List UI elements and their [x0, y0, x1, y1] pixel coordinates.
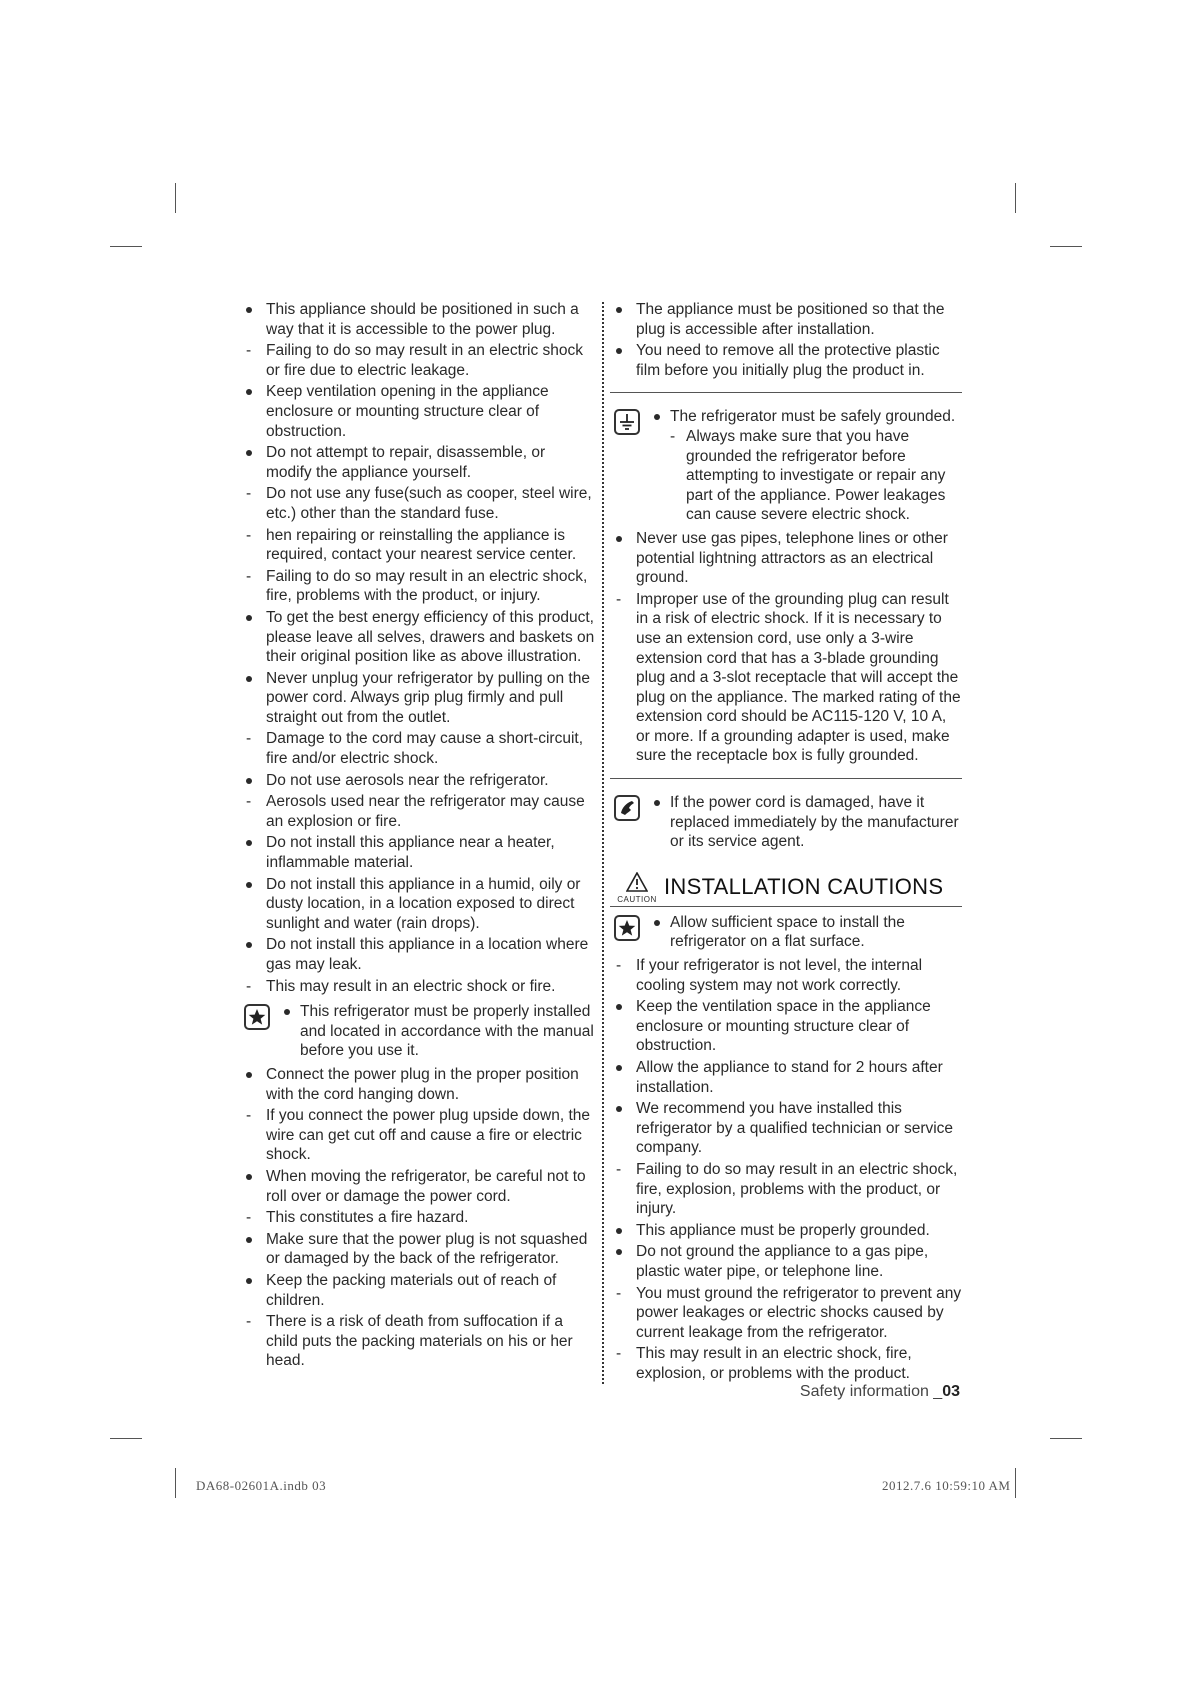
dash-item: - If your refrigerator is not level, the internal cooling system may not work correctly. — [610, 956, 962, 995]
bullet-item: Never unplug your refrigerator by pulling on the power cord. Always grip plug firmly and pull straight out from the outlet. — [240, 669, 595, 728]
bullet-item: Connect the power plug in the proper position with the cord hanging down. — [240, 1065, 595, 1104]
dash-item: - This may result in an electric shock or fire. — [240, 977, 595, 997]
star-icon — [244, 1004, 270, 1030]
bullet-item: Keep ventilation opening in the appliance enclosure or mounting structure clear of obstruction. — [240, 382, 595, 441]
bullet-item: This appliance must be properly grounded. — [610, 1221, 962, 1241]
crop-mark — [110, 1438, 142, 1439]
crop-mark — [1015, 1468, 1016, 1498]
section-rule — [610, 392, 962, 393]
note-block — [240, 1002, 595, 1061]
slug-timestamp: 2012.7.6 10:59:10 AM — [882, 1478, 1011, 1493]
bullet-item: Do not attempt to repair, disassemble, or modify the appliance yourself. — [240, 443, 595, 482]
bullet-item: Make sure that the power plug is not squashed or damaged by the back of the refrigerator. — [240, 1230, 595, 1269]
dash-item: - Failing to do so may result in an electric shock, fire, explosion, problems with the product, or injury. — [610, 1160, 962, 1219]
bullet-item: Keep the ventilation space in the appliance enclosure or mounting structure clear of obstruction. — [610, 997, 962, 1056]
note-block — [610, 407, 962, 525]
crop-mark — [1050, 1438, 1082, 1439]
bullet-item: Never use gas pipes, telephone lines or other potential lightning attractors as an electrical ground. — [610, 529, 962, 588]
page-number: 03 — [942, 1383, 960, 1400]
note-bullet: This refrigerator must be properly installed and located in accordance with the manual before you use it. — [300, 1003, 594, 1060]
bullet-item: Do not use aerosols near the refrigerator. — [240, 771, 595, 791]
section-rule — [610, 778, 962, 779]
dash-item: - If you connect the power plug upside down, the wire can get cut off and cause a fire or electric shock. — [240, 1106, 595, 1165]
star-icon — [614, 915, 640, 941]
crop-mark — [1050, 246, 1082, 247]
bullet-item: Do not ground the appliance to a gas pipe, plastic water pipe, or telephone line. — [610, 1242, 962, 1281]
bullet-item: Keep the packing materials out of reach of children. — [240, 1271, 595, 1310]
crop-mark — [175, 183, 176, 213]
dash-item: - Improper use of the grounding plug can result in a risk of electric shock. If it is necessary to use an extension cord, use only a 3-wire extension cord that has a 3-blade grounding plug and a 3-slot receptacle that will accept the plug on the appliance. The marked rating of the extension cord should be AC115-120 V, 10 A, or more. If a grounding adapter is used, make sure the receptacle box is fully grounded. — [610, 590, 962, 766]
bullet-item: You need to remove all the protective plastic film before you initially plug the product in. — [610, 341, 962, 380]
right-column — [610, 300, 962, 1386]
crop-mark — [175, 1468, 176, 1498]
page-footer — [700, 1383, 960, 1401]
left-column — [240, 300, 595, 1373]
bullet-item: To get the best energy efficiency of this product, please leave all selves, drawers and baskets on their original position like as above illustration. — [240, 608, 595, 667]
bullet-item: Allow the appliance to stand for 2 hours after installation. — [610, 1058, 962, 1097]
bullet-item: Do not install this appliance in a humid, oily or dusty location, in a location exposed to direct sunlight and water (rain drops). — [240, 875, 595, 934]
dash-item: - hen repairing or reinstalling the appliance is required, contact your nearest service center. — [240, 526, 595, 565]
note-bullet: Allow sufficient space to install the refrigerator on a flat surface. — [670, 913, 962, 952]
section-heading — [610, 872, 962, 907]
ground-icon — [614, 409, 640, 435]
caution-icon — [616, 872, 658, 904]
dash-item: - Aerosols used near the refrigerator may cause an explosion or fire. — [240, 792, 595, 831]
phone-icon — [614, 795, 640, 821]
bullet-item: We recommend you have installed this refrigerator by a qualified technician or service company. — [610, 1099, 962, 1158]
bullet-item: Do not install this appliance in a location where gas may leak. — [240, 935, 595, 974]
bullet-item: The appliance must be positioned so that the plug is accessible after installation. — [610, 300, 962, 339]
crop-mark — [110, 246, 142, 247]
note-bullet: The refrigerator must be safely grounded. — [670, 407, 962, 427]
dash-item: - Damage to the cord may cause a short-circuit, fire and/or electric shock. — [240, 729, 595, 768]
dash-item: - There is a risk of death from suffocation if a child puts the packing materials on his or her head. — [240, 1312, 595, 1371]
dash-item: - Failing to do so may result in an electric shock or fire due to electric leakage. — [240, 341, 595, 380]
bullet-item: This appliance should be positioned in such a way that it is accessible to the power plug. — [240, 300, 595, 339]
note-bullet: If the power cord is damaged, have it replaced immediately by the manufacturer or its service agent. — [670, 793, 962, 852]
footer-section: Safety information _ — [799, 1383, 943, 1400]
dash-item: - Failing to do so may result in an electric shock, fire, problems with the product, or injury. — [240, 567, 595, 606]
section-title: INSTALLATION CAUTIONS — [664, 873, 944, 899]
note-block — [610, 793, 962, 852]
note-dash: - Always make sure that you have grounded the refrigerator before attempting to investigate or repair any part of the appliance. Power leakages can cause severe electric shock. — [670, 427, 962, 525]
bullet-item: Do not install this appliance near a heater, inflammable material. — [240, 833, 595, 872]
dash-item: - Do not use any fuse(such as cooper, steel wire, etc.) other than the standard fuse. — [240, 484, 595, 523]
note-block — [610, 913, 962, 952]
column-divider — [602, 302, 604, 1384]
dash-item: - You must ground the refrigerator to prevent any power leakages or electric shocks caused by current leakage from the refrigerator. — [610, 1284, 962, 1343]
caution-label: CAUTION — [617, 894, 657, 904]
crop-mark — [1015, 183, 1016, 213]
bullet-item: When moving the refrigerator, be careful not to roll over or damage the power cord. — [240, 1167, 595, 1206]
slug-filename: DA68-02601A.indb 03 — [196, 1478, 327, 1493]
dash-item: - This constitutes a fire hazard. — [240, 1208, 595, 1228]
dash-item: - This may result in an electric shock, fire, explosion, or problems with the product. — [610, 1344, 962, 1383]
